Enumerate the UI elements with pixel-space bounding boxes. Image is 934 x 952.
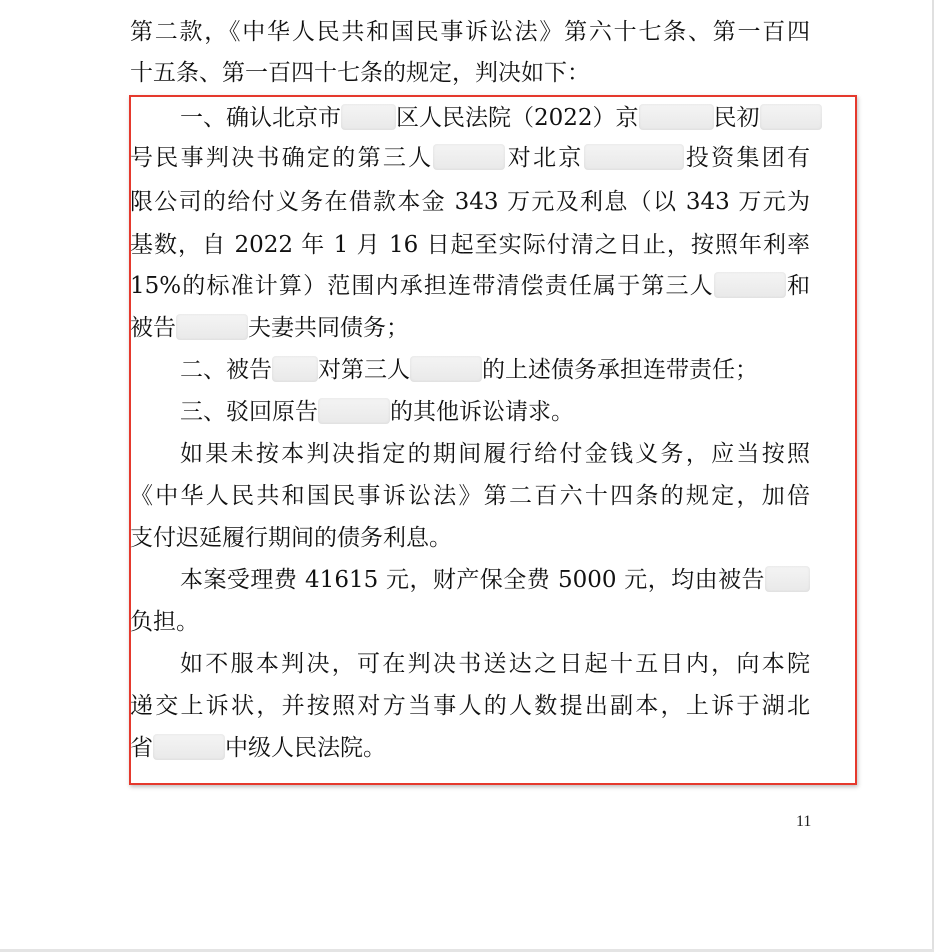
text-line: 被告 夫妻共同债务；	[130, 315, 409, 341]
judgment-item-2: 二、被告 对第三人 的上述债务承担连带责任；	[180, 357, 758, 383]
text-line: 基数，自 2022 年 1 月 16 日起至实际付清之日止，按照年利率	[130, 232, 810, 258]
redaction	[714, 272, 786, 298]
text-line: 如果未按本判决指定的期间履行给付金钱义务，应当按照	[180, 441, 810, 467]
text-line: 如不服本判决，可在判决书送达之日起十五日内，向本院	[180, 651, 810, 677]
redaction	[760, 104, 822, 130]
text-line: 省 中级人民法院。	[130, 735, 386, 761]
redaction	[341, 104, 396, 130]
redaction	[176, 314, 248, 340]
text-line: 《中华人民共和国民事诉讼法》第二百六十四条的规定，加倍	[130, 483, 810, 509]
redaction	[410, 356, 482, 382]
redaction	[272, 356, 318, 382]
text-line: 第二款，《中华人民共和国民事诉讼法》第六十七条、第一百四	[130, 19, 810, 45]
redaction	[639, 104, 714, 130]
redaction	[318, 398, 390, 424]
redaction	[153, 734, 225, 760]
text-line: 递交上诉状，并按照对方当事人的人数提出副本，上诉于湖北	[130, 693, 810, 719]
redaction	[765, 566, 810, 592]
redaction	[433, 144, 505, 170]
text-line: 负担。	[130, 609, 199, 635]
page-number: 11	[796, 813, 812, 830]
text-line: 限公司的给付义务在借款本金 343 万元及利息（以 343 万元为	[130, 189, 810, 215]
judgment-item-1: 一、确认北京市 区人民法院（2022）京 民初	[180, 98, 810, 138]
text-line: 支付迟延履行期间的债务利息。	[130, 525, 452, 551]
redaction	[584, 144, 684, 170]
text-line: 15%的标准计算）范围内承担连带清偿责任属于第三人 和	[130, 273, 811, 299]
text-line: 本案受理费 41615 元，财产保全费 5000 元，均由被告	[180, 560, 810, 600]
judgment-item-3: 三、驳回原告 的其他诉讼请求。	[180, 399, 574, 425]
text-line: 号民事判决书确定的第三人 对北京 投资集团有	[130, 145, 811, 171]
text-line: 十五条、第一百四十七条的规定，判决如下：	[130, 60, 590, 86]
